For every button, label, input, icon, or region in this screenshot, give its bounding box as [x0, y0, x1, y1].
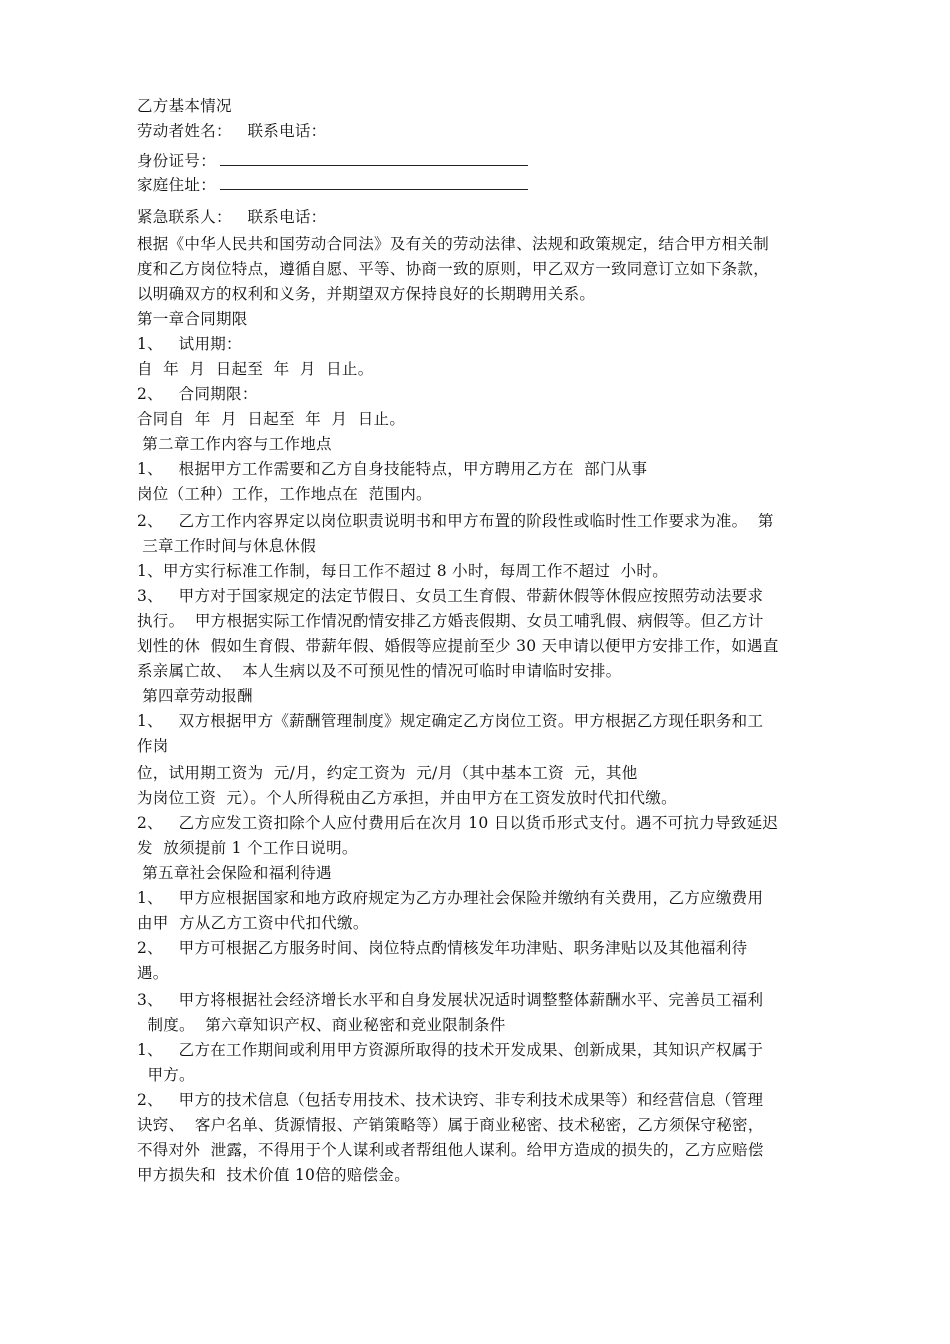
paragraph-line: 遇。: [137, 964, 169, 982]
paragraph-line: 诀窍、 客户名单、货源情报、产销策略等）属于商业秘密、技术秘密，乙方须保守秘密，: [137, 1116, 764, 1134]
section-title: 乙方基本情况: [137, 97, 232, 115]
paragraph-line: 根据《中华人民共和国劳动合同法》及有关的劳动法律、法规和政策规定，结合甲方相关制: [137, 235, 770, 253]
paragraph-line: 甲方。: [137, 1066, 195, 1084]
paragraph-line: 1、 根据甲方工作需要和乙方自身技能特点，甲方聘用乙方在 部门从事: [137, 460, 648, 478]
paragraph-line: 合同自 年 月 日起至 年 月 日止。: [137, 410, 406, 428]
chapter-heading: 三章工作时间与休息休假: [137, 537, 317, 555]
paragraph-line: 发 放须提前 1 个工作日说明。: [137, 839, 358, 857]
paragraph-line: 2、 乙方工作内容界定以岗位职责说明书和甲方布置的阶段性或临时性工作要求为准。 第: [137, 512, 774, 530]
paragraph-line: 自 年 月 日起至 年 月 日止。: [137, 360, 374, 378]
paragraph-line: 3、 甲方将根据社会经济增长水平和自身发展状况适时调整整体薪酬水平、完善员工福利: [137, 991, 764, 1009]
emergency-contact-line: 紧急联系人： 联系电话：: [137, 208, 327, 226]
chapter-heading: 第五章社会保险和福利待遇: [137, 864, 332, 882]
chapter-heading: 第一章合同期限: [137, 310, 248, 328]
worker-name-line: 劳动者姓名： 联系电话：: [137, 122, 327, 140]
paragraph-line: 1、 甲方应根据国家和地方政府规定为乙方办理社会保险并缴纳有关费用，乙方应缴费用: [137, 889, 764, 907]
paragraph-line: 甲方损失和 技术价值 10倍的赔偿金。: [137, 1166, 411, 1184]
paragraph-line: 1、 试用期：: [137, 335, 242, 353]
chapter-heading: 制度。 第六章知识产权、商业秘密和竞业限制条件: [137, 1016, 506, 1034]
paragraph-line: 以明确双方的权利和义务，并期望双方保持良好的长期聘用关系。: [137, 285, 596, 303]
chapter-heading: 第二章工作内容与工作地点: [137, 435, 332, 453]
id-number-line: [137, 150, 528, 172]
home-address-line: [137, 174, 528, 196]
paragraph-line: 2、 合同期限：: [137, 385, 258, 403]
home-address-blank: [220, 175, 528, 190]
paragraph-line: 作岗: [137, 737, 169, 755]
home-address-label: 家庭住址：: [137, 176, 217, 194]
chapter-heading: 第四章劳动报酬: [137, 687, 253, 705]
paragraph-line: 2、 甲方可根据乙方服务时间、岗位特点酌情核发年功津贴、职务津贴以及其他福利待: [137, 939, 748, 957]
paragraph-line: 1、 乙方在工作期间或利用甲方资源所取得的技术开发成果、创新成果，其知识产权属于: [137, 1041, 764, 1059]
paragraph-line: 不得对外 泄露，不得用于个人谋利或者帮组他人谋利。给甲方造成的损失的，乙方应赔偿: [137, 1141, 764, 1159]
id-number-blank: [220, 151, 528, 166]
paragraph-line: 为岗位工资 元）。个人所得税由乙方承担，并由甲方在工资发放时代扣代缴。: [137, 789, 677, 807]
id-number-label: 身份证号：: [137, 152, 217, 170]
paragraph-line: 系亲属亡故、 本人生病以及不可预见性的情况可临时申请临时安排。: [137, 662, 622, 680]
paragraph-line: 由甲 方从乙方工资中代扣代缴。: [137, 914, 369, 932]
paragraph-line: 1、 双方根据甲方《薪酬管理制度》规定确定乙方岗位工资。甲方根据乙方现任职务和工: [137, 712, 764, 730]
paragraph-line: 度和乙方岗位特点，遵循自愿、平等、协商一致的原则，甲乙双方一致同意订立如下条款，: [137, 260, 770, 278]
paragraph-line: 2、 甲方的技术信息（包括专用技术、技术诀窍、非专利技术成果等）和经营信息（管理: [137, 1091, 764, 1109]
paragraph-line: 岗位（工种）工作，工作地点在 范围内。: [137, 485, 432, 503]
paragraph-line: 位，试用期工资为 元/月，约定工资为 元/月（其中基本工资 元，其他: [137, 764, 638, 782]
paragraph-line: 1、甲方实行标准工作制，每日工作不超过 8 小时，每周工作不超过 小时。: [137, 562, 669, 580]
paragraph-line: 划性的休 假如生育假、带薪年假、婚假等应提前至少 30 天申请以便甲方安排工作，如遇直: [137, 637, 779, 655]
paragraph-line: 2、 乙方应发工资扣除个人应付费用后在次月 10 日以货币形式支付。遇不可抗力导致延迟: [137, 814, 779, 832]
paragraph-line: 3、 甲方对于国家规定的法定节假日、女员工生育假、带薪休假等休假应按照劳动法要求: [137, 587, 764, 605]
paragraph-line: 执行。 甲方根据实际工作情况酌情安排乙方婚丧假期、女员工哺乳假、病假等。但乙方计: [137, 612, 764, 630]
